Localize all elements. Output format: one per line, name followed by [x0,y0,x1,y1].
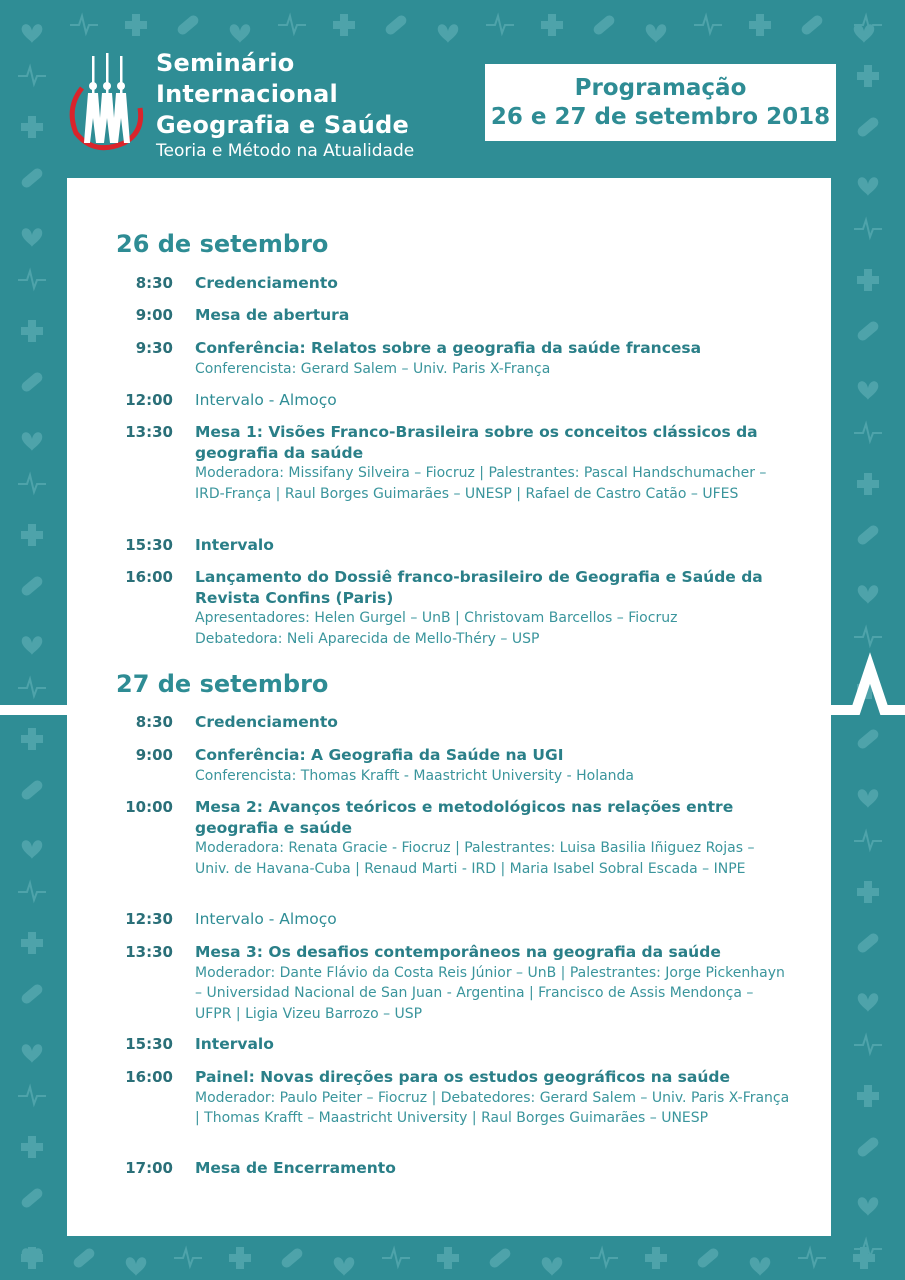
heart-icon [858,585,879,604]
item-time: 8:30 [135,713,173,731]
heart-icon [542,1257,563,1276]
item-title: Intervalo [195,1035,274,1053]
heartbeat-icon [18,475,46,492]
item-title: Intervalo [195,536,274,554]
day-heading: 27 de setembro [116,670,329,698]
cross-icon [437,1247,459,1269]
day-heading: 26 de setembro [116,230,329,258]
program-box [485,64,836,141]
item-time: 9:00 [135,746,173,764]
item-time: 13:30 [125,423,173,441]
item-title: Mesa 2: Avanços teóricos e metodológicos nas relações entre geografia e saúde [195,798,734,837]
cross-icon [857,65,879,87]
heart-icon [126,1257,147,1276]
heartbeat-icon [854,220,882,237]
item-title: Mesa 3: Os desafios contemporâneos na geografia da saúde [195,943,721,961]
item-detail: Debatedora: Neli Aparecida de Mello-Théry – USP [195,630,540,647]
heart-icon [438,24,459,43]
cross-icon [541,14,563,36]
cross-icon [21,320,43,342]
item-title: Credenciamento [195,274,338,292]
item-time: 13:30 [125,943,173,961]
heart-icon [22,840,43,859]
heart-icon [858,789,879,808]
heartbeat-icon [590,1249,618,1266]
heartbeat-icon [18,1087,46,1104]
program-dates: 26 e 27 de setembro 2018 [490,104,831,130]
pill-icon [592,13,617,36]
heart-icon [858,177,879,196]
heartbeat-icon [70,16,98,33]
item-content [195,942,790,1024]
heart-icon [854,24,875,43]
heartbeat-icon [854,1036,882,1053]
heartbeat-icon [798,1249,826,1266]
item-title: Credenciamento [195,713,338,731]
cross-icon [749,14,771,36]
cross-icon [333,14,355,36]
item-time: 15:30 [125,1035,173,1053]
title-line-3: Geografia e Saúde [156,111,409,139]
item-detail: Conferencista: Gerard Salem – Univ. Paris X-França [195,360,551,377]
item-time: 9:00 [135,306,173,324]
item-time: 16:00 [125,568,173,586]
pill-icon [20,982,45,1005]
heart-icon [750,1257,771,1276]
item-title: Mesa de Encerramento [195,1159,396,1177]
item-content [195,909,790,930]
seminar-subtitle: Teoria e Método na Atualidade [156,141,415,161]
item-title: Mesa 1: Visões Franco-Brasileira sobre os conceitos clássicos da geografia da saúde [195,423,758,462]
pill-icon [384,13,409,36]
heartbeat-icon [278,16,306,33]
item-time: 17:00 [125,1159,173,1177]
cross-icon [857,881,879,903]
item-detail: Moderadora: Renata Gracie - Fiocruz | Palestrantes: Luisa Basilia Iñiguez Rojas – Univ. de Havana-Cuba | Renaud Marti - IRD | Maria Isabel Sobral Escada – INPE [195,840,755,877]
item-content [195,1034,790,1055]
item-title: Mesa de abertura [195,306,350,324]
item-content [195,712,790,733]
cross-icon [21,932,43,954]
item-detail: Moderadora: Missifany Silveira – Fiocruz | Palestrantes: Pascal Handschumacher – IRD-França | Raul Borges Guimarães – UNESP | Rafael de Castro Catão – UFES [195,465,767,502]
heart-icon [230,24,251,43]
item-detail: Moderador: Dante Flávio da Costa Reis Júnior – UnB | Palestrantes: Jorge Pickenhayn – Universidad Nacional de San Juan - Argentina | Francisco de Assis Mendonça – UFPR | Ligia Vizeu Barrozo – USP [195,964,785,1022]
item-content [195,797,790,879]
item-content [195,390,790,411]
heartbeat-icon [854,832,882,849]
pill-icon [20,166,45,189]
seminar-logo [62,48,157,158]
item-time: 16:00 [125,1068,173,1086]
item-title: Painel: Novas direções para os estudos geográficos na saúde [195,1068,731,1086]
program-title: Programação [574,75,747,101]
item-content [195,273,790,294]
item-title: Intervalo - Almoço [195,910,337,928]
heart-icon [646,24,667,43]
pill-icon [488,1246,513,1269]
pill-icon [800,13,825,36]
heart-icon [22,24,43,43]
heartbeat-icon [486,16,514,33]
heartbeat-icon [854,424,882,441]
item-content [195,535,790,556]
item-time: 8:30 [135,274,173,292]
item-content [195,422,790,504]
item-title: Lançamento do Dossiê franco-brasileiro de Geografia e Saúde da Revista Confins (Paris) [195,568,763,607]
title-line-2: Internacional [156,80,338,108]
item-detail: Apresentadores: Helen Gurgel – UnB | Christovam Barcellos – Fiocruz [195,610,678,626]
cross-icon [21,524,43,546]
cross-icon [857,269,879,291]
item-title: Conferência: A Geografia da Saúde na UGI [195,746,564,764]
item-detail: Conferencista: Thomas Krafft - Maastricht University - Holanda [195,767,635,784]
cross-icon [857,1085,879,1107]
item-content [195,1158,790,1179]
item-title: Conferência: Relatos sobre a geografia da saúde francesa [195,339,702,357]
heartbeat-icon [382,1249,410,1266]
heart-icon [858,993,879,1012]
seminar-title [156,48,414,162]
heart-icon [22,432,43,451]
pill-icon [856,523,881,546]
heart-icon [334,1257,355,1276]
cross-icon [229,1247,251,1269]
item-time: 12:00 [125,391,173,409]
pill-icon [20,370,45,393]
item-content [195,745,790,786]
cross-icon [857,473,879,495]
item-time: 12:30 [125,910,173,928]
heart-icon [858,381,879,400]
pill-icon [856,319,881,342]
item-time: 15:30 [125,536,173,554]
item-content [195,567,790,649]
cross-icon [21,1136,43,1158]
heartbeat-icon [18,883,46,900]
pill-icon [176,13,201,36]
pill-icon [20,574,45,597]
pill-icon [20,778,45,801]
heartbeat-icon [694,16,722,33]
heart-icon [22,1044,43,1063]
item-time: 9:30 [135,339,173,357]
heartbeat-icon [18,67,46,84]
heart-icon [858,1197,879,1216]
item-time: 10:00 [125,798,173,816]
pill-icon [280,1246,305,1269]
title-line-1: Seminário [156,49,295,77]
item-title: Intervalo - Almoço [195,391,337,409]
item-detail: Moderador: Paulo Peiter – Fiocruz | Debatedores: Gerard Salem – Univ. Paris X-França | Thomas Krafft – Maastricht University | Raul Borges Guimarães – UNESP [195,1089,790,1126]
item-content [195,305,790,326]
pill-icon [696,1246,721,1269]
pill-icon [856,931,881,954]
pill-icon [856,1135,881,1158]
heartbeat-icon [18,271,46,288]
heart-icon [22,228,43,247]
item-content [195,1067,790,1129]
pill-icon [20,1186,45,1209]
cross-icon [645,1247,667,1269]
item-content [195,338,790,379]
pill-icon [856,115,881,138]
heartbeat-icon [174,1249,202,1266]
pill-icon [72,1246,97,1269]
cross-icon [125,14,147,36]
cross-icon [21,116,43,138]
